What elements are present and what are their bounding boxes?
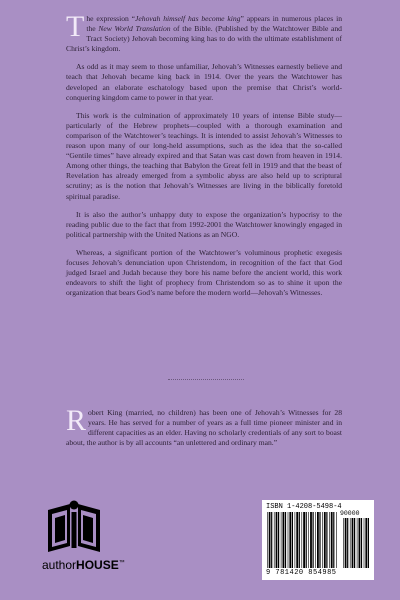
text-span: ” appears in numerous places in the [86,14,343,34]
paragraph-4: It is also the author’s unhappy duty to expose the organization’s hypocrisy to the reading public due to the fact that from 1992-2001 the Watchtower knowingly engaged in political partnership with the United Nations as an NGO. [66,209,342,239]
publisher-name [42,558,125,572]
paragraph-2: As odd as it may seem to those unfamiliar, Jehovah’s Witnesses earnestly believe and teach that Jehovah became king back in 1914. Over the years the Watchtower has developed an elaborate eschatology based upon the premise that Christ’s world-conquering kingdom came to power in that year. [66,62,342,102]
isbn-barcode [262,500,374,580]
price-code: 90000 [340,510,360,517]
addon-barcode-bars [342,518,370,570]
bio-paragraph [66,404,342,448]
book-person-icon [34,496,114,556]
ean-barcode-bars [266,512,338,570]
text-span: of the Bible. (Published by the Watchtower Bible and Tract Society) Jehovah becoming king has to do with the ultimate establishment of Christ’s kingdom. [66,24,342,54]
translation-title: New World Translation [98,24,171,34]
isbn-label: ISBN 1-4208-5498-4 [266,503,342,511]
bio-drop-cap: R [66,404,87,437]
ean-digits: 9 781420 854985 [266,569,337,577]
bio-text: obert King (married, no children) has been one of Jehovah’s Witnesses for 28 years. He has served for a number of years as a full time pioneer minister and in different capacities as an elder. Having no scholarly credentials of any sort to boast about, the author is by all accounts “an unlettered and ordinary man.” [66,408,342,448]
text-span: he expression “ [86,14,136,23]
publisher-name-regular: author [42,558,77,572]
trademark-symbol: ™ [118,560,125,566]
publisher-name-bold: HOUSE [76,558,119,572]
section-divider [168,379,244,380]
description-text [66,10,343,306]
drop-cap: T [66,10,85,43]
paragraph-3: This work is the culmination of approximately 10 years of intense Bible study—particularly of the Hebrew prophets—coupled with a thorough examination and comparison of the Watchtower’s teachings. It is intended to assist Jehovah’s Witnesses to reason upon many of our long-held assumptions, such as the idea that the so-called “Gentile times” have already expired and that Satan was cast down from heaven in 1914. Among other things, the teaching that Babylon the Great fell in 1919 and that the beast of Revelation has already emerged from a symbolic abyss are also held up to scriptural scrutiny; as is the notion that Jehovah’s Witnesses are living in the biblically foretold spiritual paradise. [66,110,342,201]
author-bio [66,404,342,448]
quoted-phrase: Jehovah himself has become king [135,14,241,23]
paragraph-1 [66,10,343,54]
paragraph-5: Whereas, a significant portion of the Watchtower’s voluminous prophetic exegesis focuses Jehovah’s denunciation upon Christendom, in recognition of the fact that God judged Israel and Judah because they bore his name before the ancient world, this work endeavors to shift the light of prophecy from Christendom so as to shine it upon the organization that bears God’s name before the modern world—Jehovah’s Witnesses. [66,247,342,298]
publisher-logo [34,496,125,586]
